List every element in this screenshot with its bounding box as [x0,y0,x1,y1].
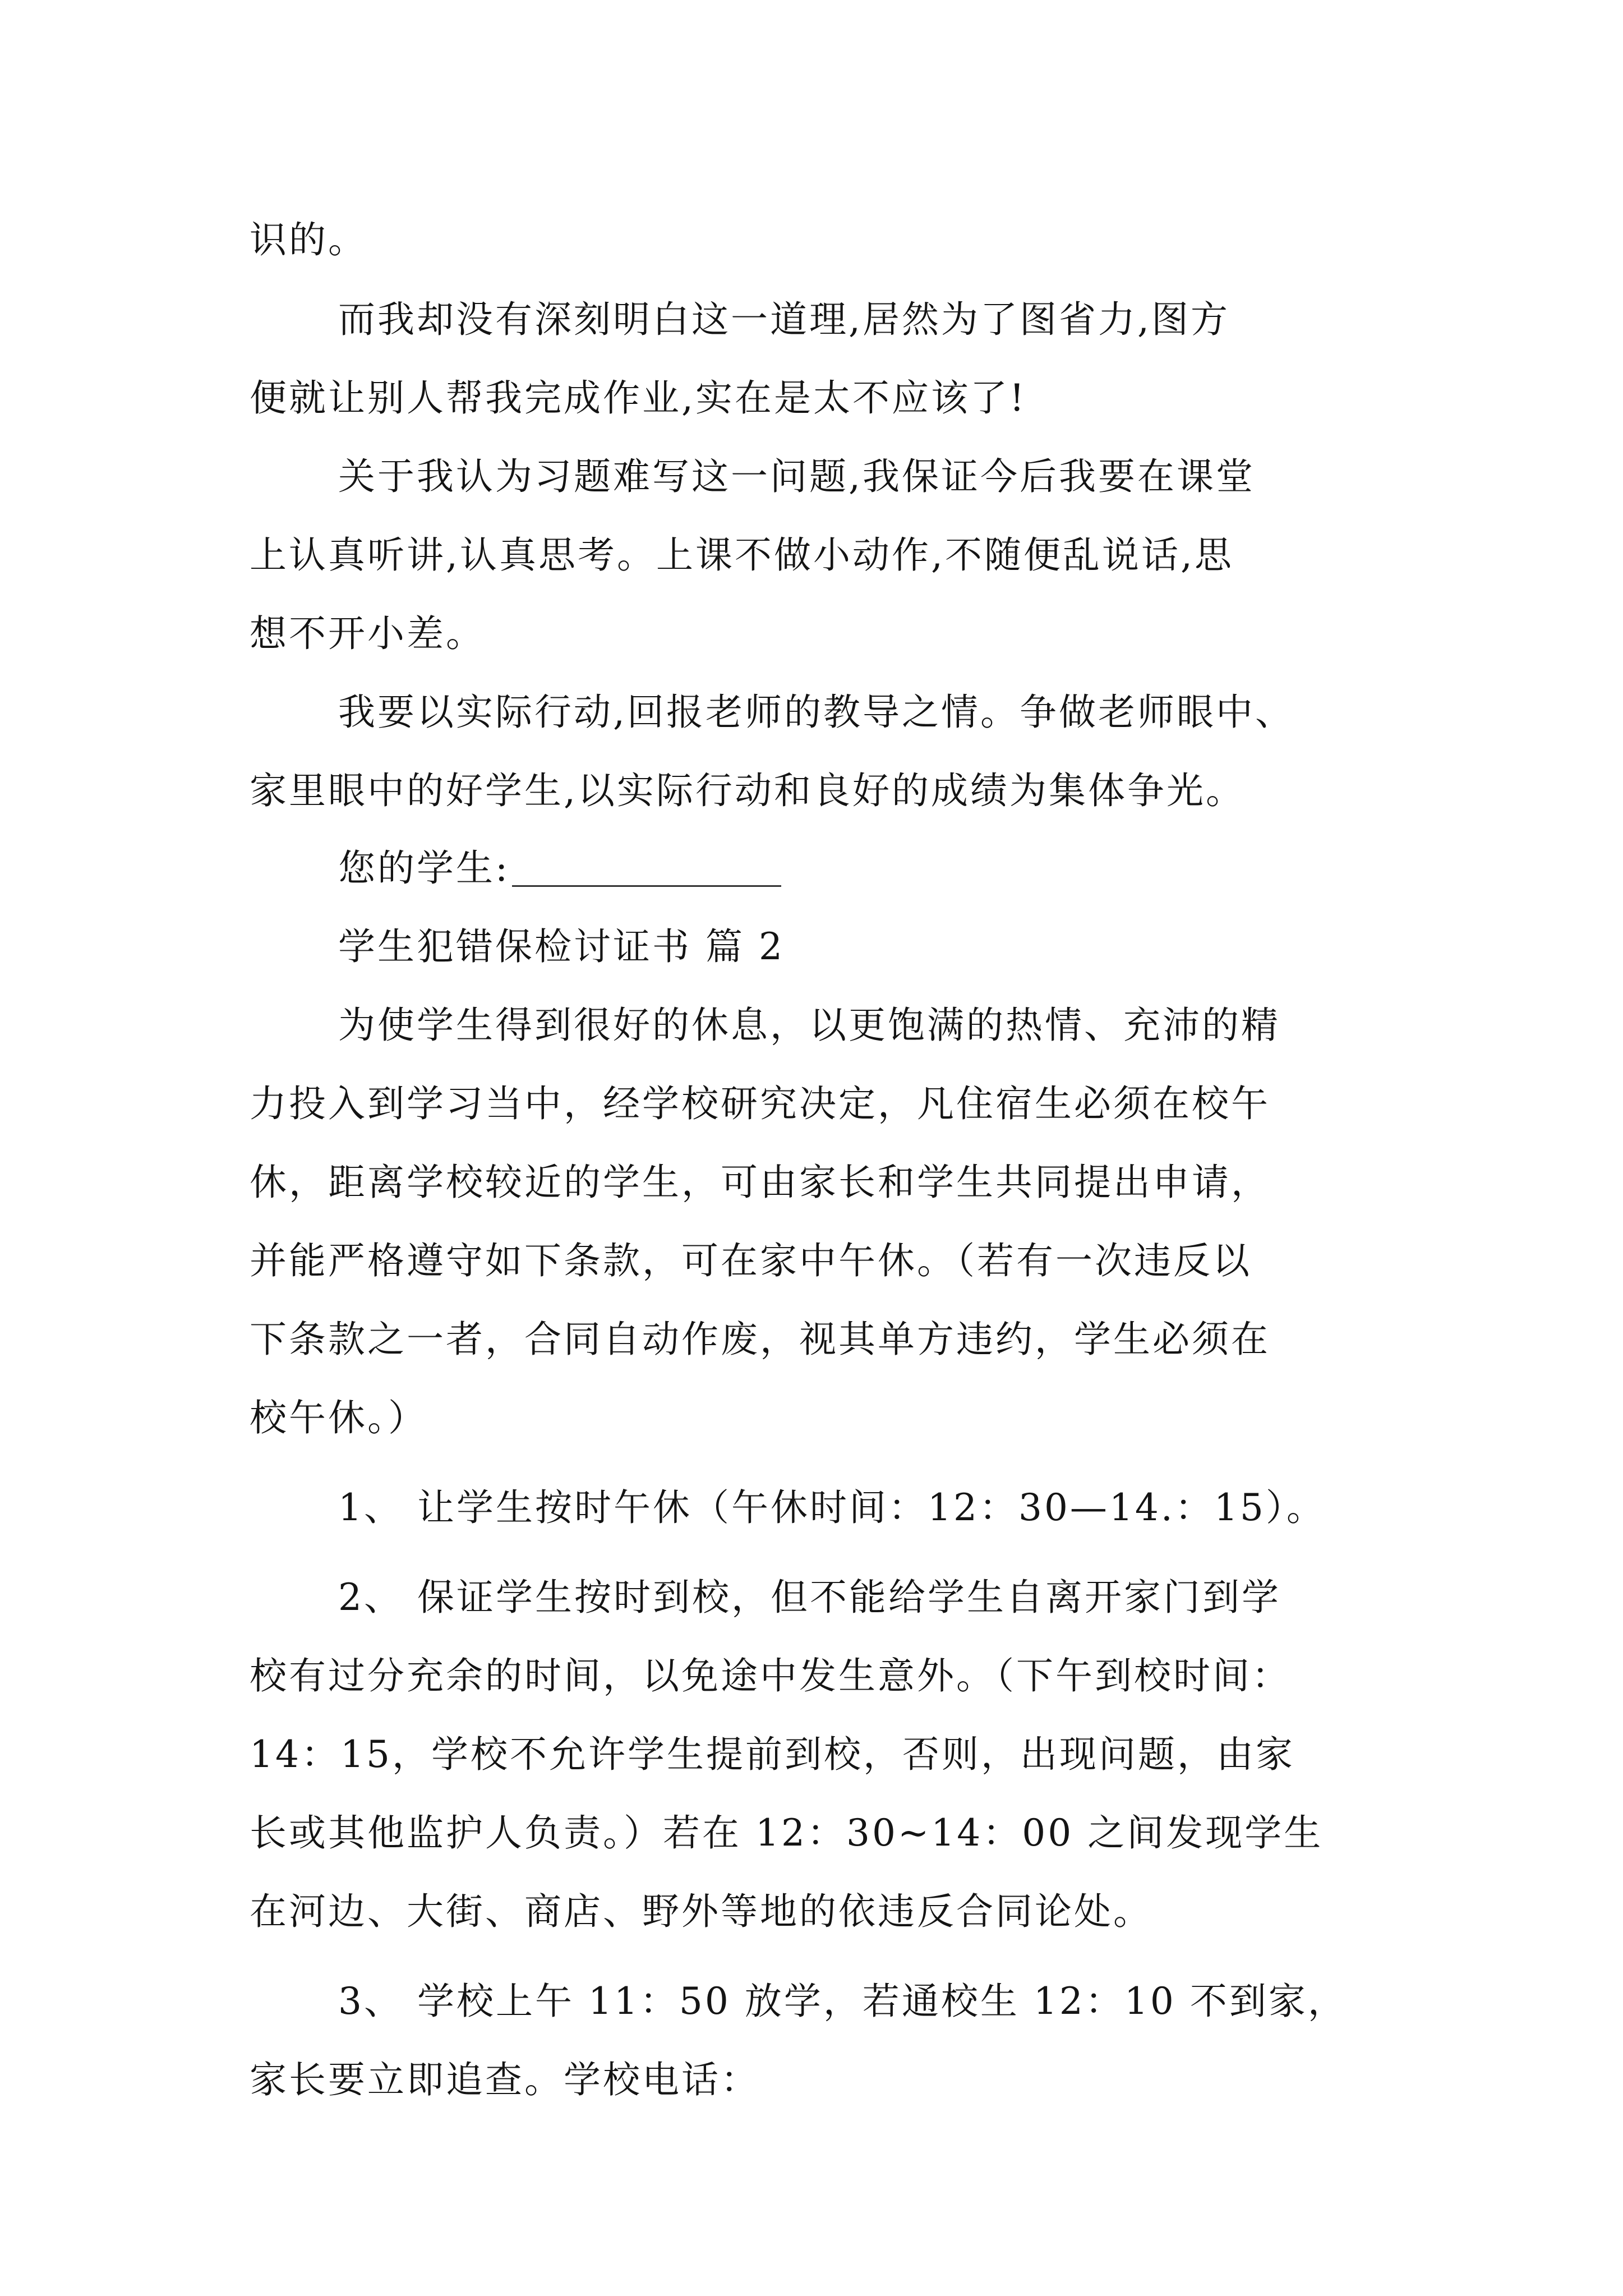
text-line: 上认真听讲,认真思考。上课不做小动作,不随便乱说话,思 [250,533,1234,577]
text-line: 而我却没有深刻明白这一道理,居然为了图省力,图方 [338,298,1230,341]
signature-blank [512,852,781,887]
text-line: 并能严格遵守如下条款，可在家中午休。（若有一次违反以 [250,1239,1252,1282]
text-line: 我要以实际行动,回报老师的教导之情。争做老师眼中、 [338,691,1294,734]
text-line: 关于我认为习题难写这一问题,我保证今后我要在课堂 [338,455,1255,498]
list-item-2: 2、 保证学生按时到校，但不能给学生自离开家门到学 [338,1576,1281,1619]
text-line: 校午休。） [250,1396,427,1439]
text-line: 便就让别人帮我完成作业,实在是太不应该了! [250,376,1027,420]
text-line: 家长要立即追查。学校电话： [250,2058,760,2101]
text-line: 14：15，学校不允许学生提前到校，否则，出现问题，由家 [250,1733,1295,1776]
list-item-1: 1、 让学生按时午休（午休时间：12：30—14.：15）。 [338,1486,1326,1529]
text-line: 家里眼中的好学生,以实际行动和良好的成绩为集体争光。 [250,769,1245,812]
text-line: 识的。 [250,218,367,261]
text-line: 下条款之一者，合同自动作废，视其单方违约，学生必须在 [250,1318,1270,1361]
text-line: 校有过分充余的时间，以免途中发生意外。（下午到校时间： [250,1654,1291,1697]
text-line: 力投入到学习当中，经学校研究决定，凡住宿生必须在校午 [250,1082,1270,1125]
section-heading: 学生犯错保检讨证书 篇 2 [338,925,785,968]
signature-line [338,846,781,890]
text-line: 在河边、大街、商店、野外等地的依违反合同论处。 [250,1890,1152,1933]
list-item-3: 3、 学校上午 11：50 放学，若通校生 12：10 不到家， [338,1980,1347,2023]
text-line: 休，距离学校较近的学生，可由家长和学生共同提出申请， [250,1161,1270,1204]
text-line: 为使学生得到很好的休息，以更饱满的热情、充沛的精 [338,1004,1280,1047]
text-line: 想不开小差。 [250,612,485,655]
text-line: 长或其他监护人负责。）若在 12：30~14：00 之间发现学生 [250,1811,1324,1855]
signature-label: 您的学生: [338,846,510,890]
